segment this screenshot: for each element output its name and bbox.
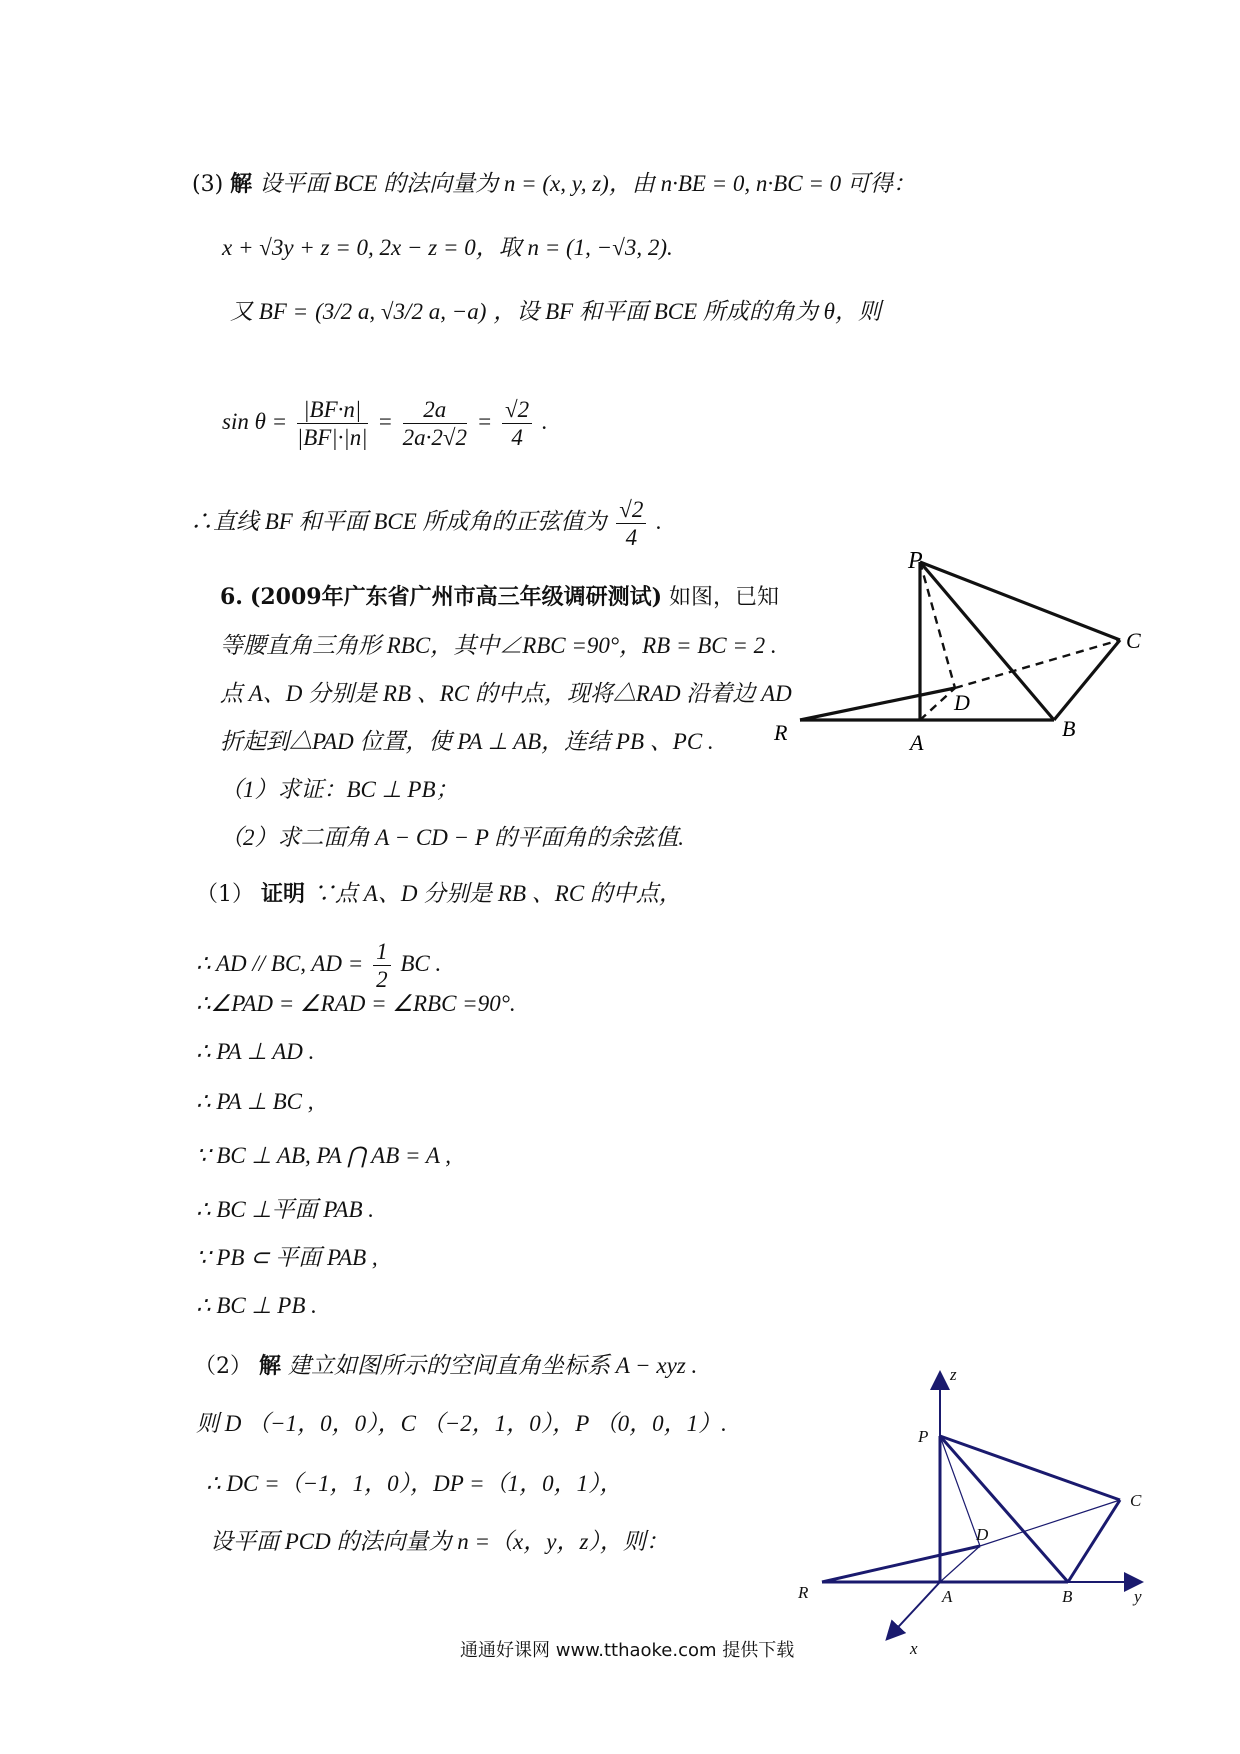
bf-vector-label: 又 BF =: [230, 299, 309, 324]
proof1-line4: ∴ PA ⊥ BC ,: [196, 1089, 314, 1114]
proof2-line1: 则 D （−1，0，0），C （−2，1，0），P （0，0，1）.: [196, 1411, 727, 1436]
proof1-line3: ∴ PA ⊥ AD .: [196, 1039, 315, 1064]
proof1-line0: [196, 882, 682, 906]
sin-lhs: sin θ =: [222, 408, 288, 434]
label-b2: B: [1062, 1587, 1073, 1606]
problem6-line1: [220, 586, 779, 609]
label-z: z: [950, 1365, 957, 1384]
solution-label: 解: [230, 171, 253, 197]
proof1-line2: ∴∠PAD = ∠RAD = ∠RBC =90°.: [196, 991, 516, 1016]
proof1-label: （1）: [196, 882, 254, 907]
proof1-line6: ∴ BC ⊥平面 PAB .: [196, 1197, 374, 1222]
problem-number: 6.: [220, 584, 243, 610]
proof1-line7: ∵ PB ⊂ 平面 PAB ,: [196, 1245, 378, 1270]
sin-frac3-num: √2: [502, 398, 532, 424]
part3-conclusion: ∴直线 BF 和平面 BCE 所成角的正弦值为 $\frac{√2}{4}$ .: [190, 497, 662, 550]
conclusion-text: ∴直线 BF 和平面 BCE 所成角的正弦值为: [190, 508, 607, 534]
sin-frac2-den: 2a·2√2: [402, 425, 467, 450]
proof1-line1-suffix: BC .: [400, 950, 442, 976]
angle-setup-text: ，设 BF 和平面 BCE 所成的角为 θ，则: [493, 299, 881, 324]
sin-frac3-den: 4: [511, 425, 523, 450]
page-footer: 通通好课网 www.tthaoke.com 提供下载: [460, 1640, 795, 1661]
proof1-line1-prefix: ∴ AD // BC, AD =: [196, 950, 364, 976]
part3-text-1: 设平面 BCE 的法向量为 n = (x, y, z)，由 n·BE = 0, n·BC = 0 可得：: [259, 171, 916, 196]
label-a2: A: [942, 1587, 953, 1606]
part3-line1: [192, 172, 916, 196]
label-a: A: [910, 730, 924, 755]
proof2-text-0: 建立如图所示的空间直角坐标系 A − xyz .: [288, 1353, 698, 1378]
conclusion-fraction: [616, 498, 646, 549]
edge-pb: [920, 562, 1054, 720]
problem6-question2: （2）求二面角 A − CD − P 的平面角的余弦值.: [220, 825, 685, 850]
label-x: x: [910, 1639, 918, 1658]
edge-rd-2: [822, 1546, 980, 1582]
label-p: P: [908, 548, 923, 574]
proof1-line8: ∴ BC ⊥ PB .: [196, 1293, 317, 1318]
label-d: D: [954, 690, 970, 715]
proof1-line5: ∵ BC ⊥ AB, PA ⋂ AB = A ,: [196, 1143, 451, 1168]
label-d2: D: [976, 1525, 989, 1544]
edge-rd: [800, 688, 955, 720]
label-p2: P: [918, 1427, 929, 1446]
proof1-line1: [196, 940, 441, 991]
problem6-line3: 点 A、D 分别是 RB 、RC 的中点，现将△RAD 沿着边 AD: [220, 681, 792, 706]
solution2-label: 解: [259, 1353, 282, 1379]
edge-bc: [1054, 640, 1120, 720]
sin-frac1-den: |BF|·|n|: [296, 425, 368, 450]
x-axis: [888, 1582, 940, 1638]
proof2-line3: 设平面 PCD 的法向量为 n =（x，y，z），则：: [210, 1529, 669, 1554]
edge-dc-hidden: [955, 640, 1120, 688]
label-y: y: [1134, 1587, 1142, 1606]
part3-line2: x + √3y + z = 0, 2x − z = 0，取 n = (1, −√3, 2).: [222, 235, 673, 260]
problem6-line2: 等腰直角三角形 RBC，其中∠RBC =90°，RB = BC = 2 .: [220, 633, 777, 658]
coordinate-figure: [790, 1360, 1170, 1660]
label-c2: C: [1130, 1491, 1142, 1510]
problem6-line4: 折起到△PAD 位置，使 PA ⊥ AB，连结 PB 、PC .: [220, 729, 714, 754]
part3-line3: [230, 300, 881, 324]
pyramid-figure: [770, 540, 1170, 770]
sin-fraction-2: [403, 398, 467, 449]
conclusion-num: √2: [616, 498, 646, 524]
proof2-line0: [194, 1354, 697, 1378]
sin-frac2-num: 2a: [403, 398, 467, 424]
label-c: C: [1126, 628, 1141, 653]
label-b: B: [1062, 716, 1076, 741]
part-label: (3): [192, 172, 224, 197]
sin-theta-equation: sin θ = $\frac{|BF\cdot n|}{|BF|\cdot|n|}$ = $\frac{2a}{2a\cdot 2√2}$ = $\frac{√2}{4}$ .: [222, 397, 548, 450]
bf-vector-value: (3/2 a, √3/2 a, −a): [315, 299, 487, 324]
sin-fraction-3: [502, 398, 532, 449]
problem-intro: 如图，已知: [669, 585, 780, 610]
edge-bc-2: [1068, 1500, 1120, 1582]
conclusion-den: 4: [625, 525, 638, 550]
half-fraction: [373, 940, 391, 991]
edge-pd-2: [940, 1436, 980, 1546]
half-den: 2: [376, 967, 388, 992]
sin-frac1-num: |BF·n|: [297, 398, 368, 424]
sin-fraction-1: [297, 398, 368, 449]
edge-pc: [920, 562, 1120, 640]
problem-source: (2009年广东省广州市高三年级调研测试): [249, 584, 663, 610]
half-num: 1: [373, 940, 391, 966]
problem6-question1: （1）求证：BC ⊥ PB；: [220, 777, 459, 802]
proof1-text-0: ∵点 A、D 分别是 RB 、RC 的中点，: [312, 881, 682, 906]
proof2-label: （2）: [194, 1354, 252, 1379]
proof-label: 证明: [261, 881, 306, 907]
proof2-line2: ∴ DC =（−1，1，0），DP =（1，0，1），: [206, 1471, 623, 1496]
label-r: R: [774, 720, 788, 745]
label-r2: R: [798, 1583, 809, 1602]
